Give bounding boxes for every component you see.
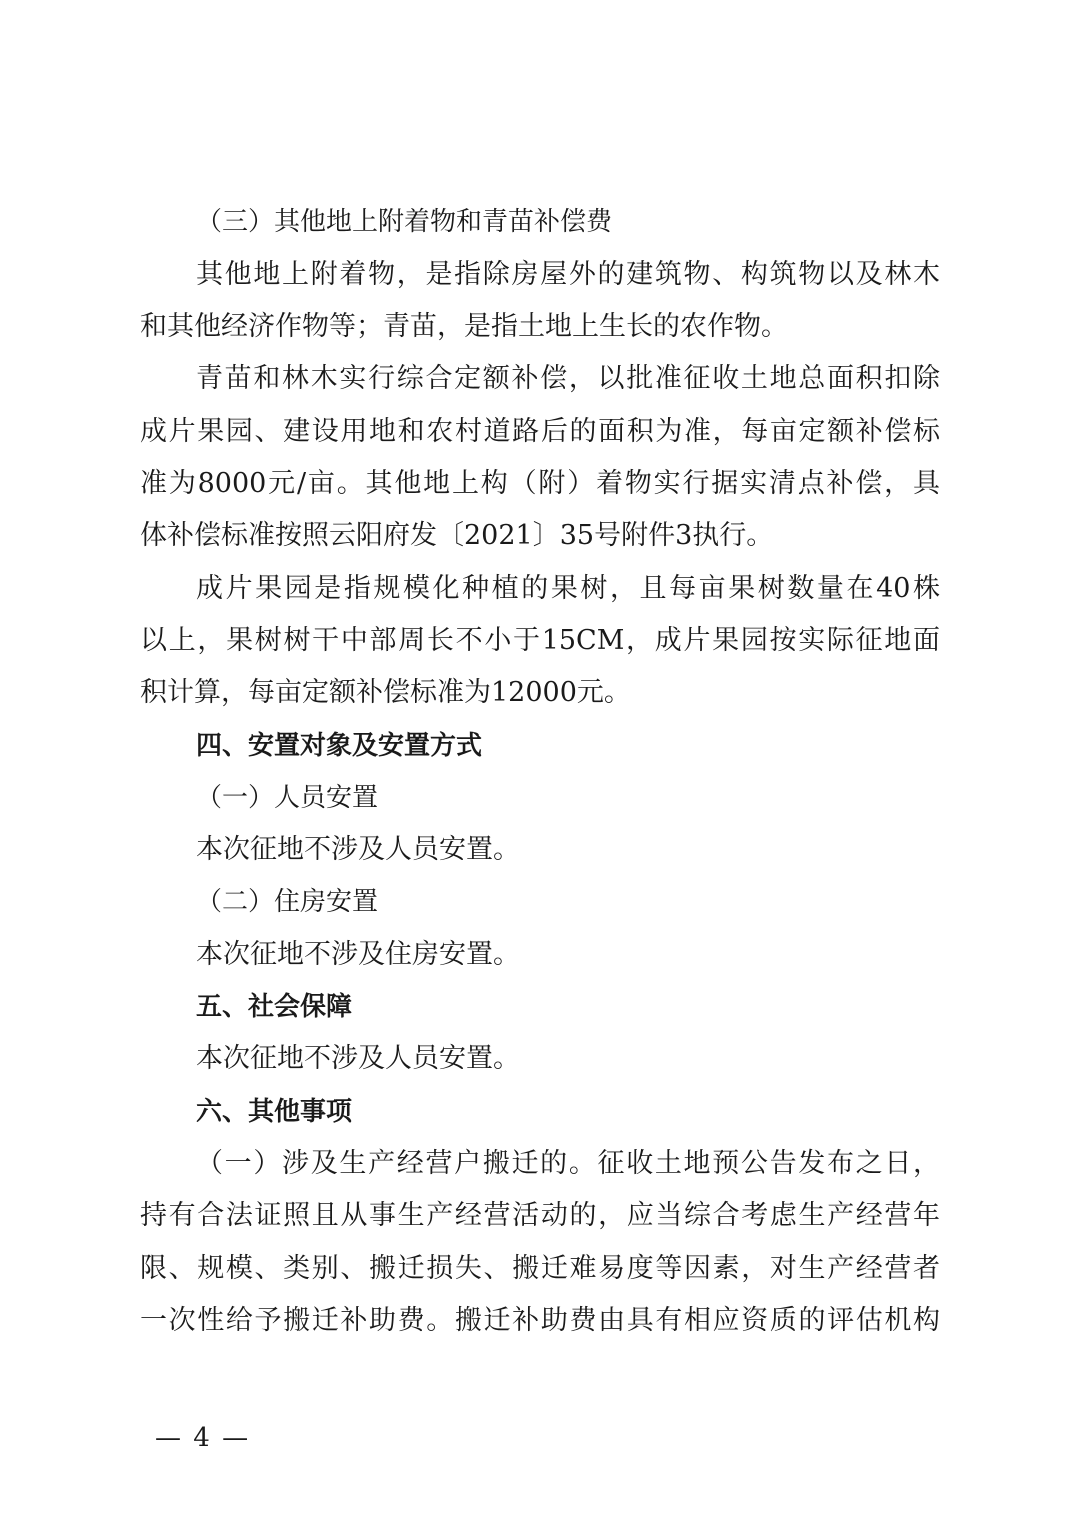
section-3-subheading: （三）其他地上附着物和青苗补偿费 [196,207,613,237]
subsection-1-heading: （一）人员安置 [196,783,379,813]
paragraph-line: 积计算，每亩定额补偿标准为12000元。 [140,677,631,708]
paragraph-line: 成片果园、建设用地和农村道路后的面积为准，每亩定额补偿标 [140,416,940,447]
paragraph-line: 以上，果树树干中部周长不小于15CM，成片果园按实际征地面 [140,625,940,656]
paragraph-line: 和其他经济作物等；青苗，是指土地上生长的农作物。 [140,311,788,342]
section-5-heading: 五、社会保障 [196,992,353,1022]
section-6-heading: 六、其他事项 [196,1097,353,1127]
paragraph-line: 青苗和林木实行综合定额补偿，以批准征收土地总面积扣除 [196,363,940,394]
paragraph-line: 其他地上附着物，是指除房屋外的建筑物、构筑物以及林木 [196,259,940,290]
page-number: — 4 — [155,1423,251,1453]
paragraph-line: 准为8000元/亩。其他地上构（附）着物实行据实清点补偿，具 [140,468,940,499]
paragraph-line: 限、规模、类别、搬迁损失、搬迁难易度等因素，对生产经营者 [140,1253,940,1284]
paragraph-line: 本次征地不涉及人员安置。 [196,834,520,865]
paragraph-line: 成片果园是指规模化种植的果树，且每亩果树数量在40株 [196,573,940,604]
section-4-heading: 四、安置对象及安置方式 [196,731,483,761]
paragraph-line: 持有合法证照且从事生产经营活动的，应当综合考虑生产经营年 [140,1200,940,1231]
paragraph-line: 体补偿标准按照云阳府发〔2021〕35号附件3执行。 [140,520,774,551]
paragraph-line: 本次征地不涉及住房安置。 [196,939,520,970]
paragraph-line: 一次性给予搬迁补助费。搬迁补助费由具有相应资质的评估机构 [140,1305,940,1336]
subsection-2-heading: （二）住房安置 [196,887,379,917]
paragraph-line: （一）涉及生产经营户搬迁的。征收土地预公告发布之日， [196,1148,940,1179]
paragraph-line: 本次征地不涉及人员安置。 [196,1043,520,1074]
